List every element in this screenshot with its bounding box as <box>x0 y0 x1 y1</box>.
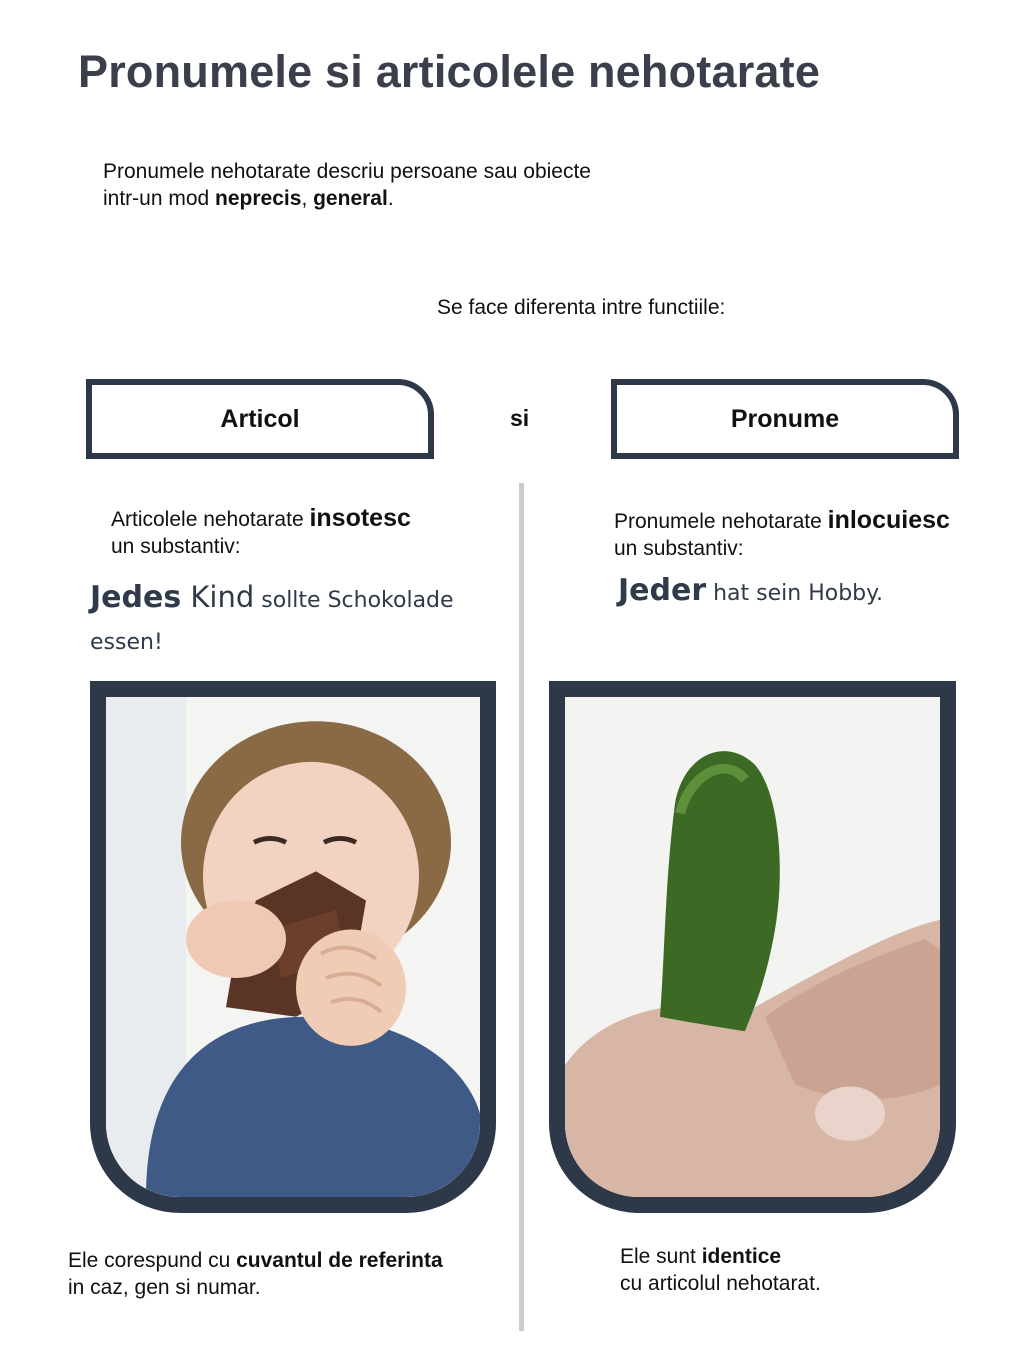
green-thumb-illustration <box>565 697 940 1197</box>
articol-example <box>90 576 454 664</box>
pronume-desc-text: Pronumele nehotarate <box>614 510 828 533</box>
pronume-desc-bold: inlocuiesc <box>827 506 950 534</box>
example-word-jedes: Jedes <box>90 580 182 615</box>
pronume-footer-text: Ele sunt <box>620 1245 702 1268</box>
intro-line-1: Pronumele nehotarate descriu persoane sau obiecte <box>103 160 591 183</box>
intro-bold-general: general <box>313 187 388 210</box>
articol-desc-bold: insotesc <box>309 504 411 532</box>
page-title: Pronumele si articolele nehotarate <box>78 46 821 97</box>
pronume-footer-line-2: cu articolul nehotarat. <box>620 1272 821 1295</box>
intro-bold-neprecis: neprecis <box>215 187 302 210</box>
articol-desc-line-1 <box>111 505 411 533</box>
example-word-kind: Kind <box>181 580 255 614</box>
child-eating-chocolate-photo <box>90 681 496 1213</box>
articol-footer-bold: cuvantul de referinta <box>236 1249 443 1272</box>
articol-footer-line-2: in caz, gen si numar. <box>68 1276 261 1299</box>
example-rest: sollte Schokolade <box>254 588 454 613</box>
subtitle: Se face diferenta intre functiile: <box>437 296 726 319</box>
intro-text-segment: intr-un mod <box>103 187 216 210</box>
articol-example-line-2: essen! <box>90 630 163 655</box>
pronume-desc-line-2: un substantiv: <box>614 537 744 560</box>
intro-text-segment: , <box>301 187 314 210</box>
pronume-label: Pronume <box>730 404 840 433</box>
pronume-box <box>611 379 959 459</box>
pronume-description <box>614 507 950 562</box>
green-fuzzy-thumb-cap-photo <box>549 681 956 1213</box>
articol-desc-line-2: un substantiv: <box>111 535 241 558</box>
intro-text <box>103 158 591 212</box>
column-divider <box>519 483 524 1331</box>
pronume-footer-bold: identice <box>701 1245 782 1268</box>
pronume-example-line-1 <box>618 570 883 615</box>
example-word-jeder: Jeder <box>618 573 707 608</box>
intro-line-2 <box>103 185 591 212</box>
articol-label: Articol <box>220 404 300 433</box>
articol-example-line-1 <box>90 576 454 622</box>
pronume-example <box>618 570 883 615</box>
articol-box <box>86 379 434 459</box>
pronume-desc-line-1 <box>614 507 950 535</box>
example-rest: hat sein Hobby. <box>706 581 884 606</box>
articol-footer-line-1 <box>68 1247 443 1274</box>
articol-footer-text: Ele corespund cu <box>68 1249 237 1272</box>
articol-description <box>111 505 411 560</box>
child-eating-chocolate-illustration <box>106 697 480 1197</box>
intro-text-segment: . <box>387 187 394 210</box>
articol-desc-text: Articolele nehotarate <box>111 508 310 531</box>
si-connector: si <box>510 405 530 431</box>
articol-footer <box>68 1247 443 1301</box>
pronume-footer-line-1 <box>620 1243 821 1270</box>
pronume-footer <box>620 1243 821 1297</box>
